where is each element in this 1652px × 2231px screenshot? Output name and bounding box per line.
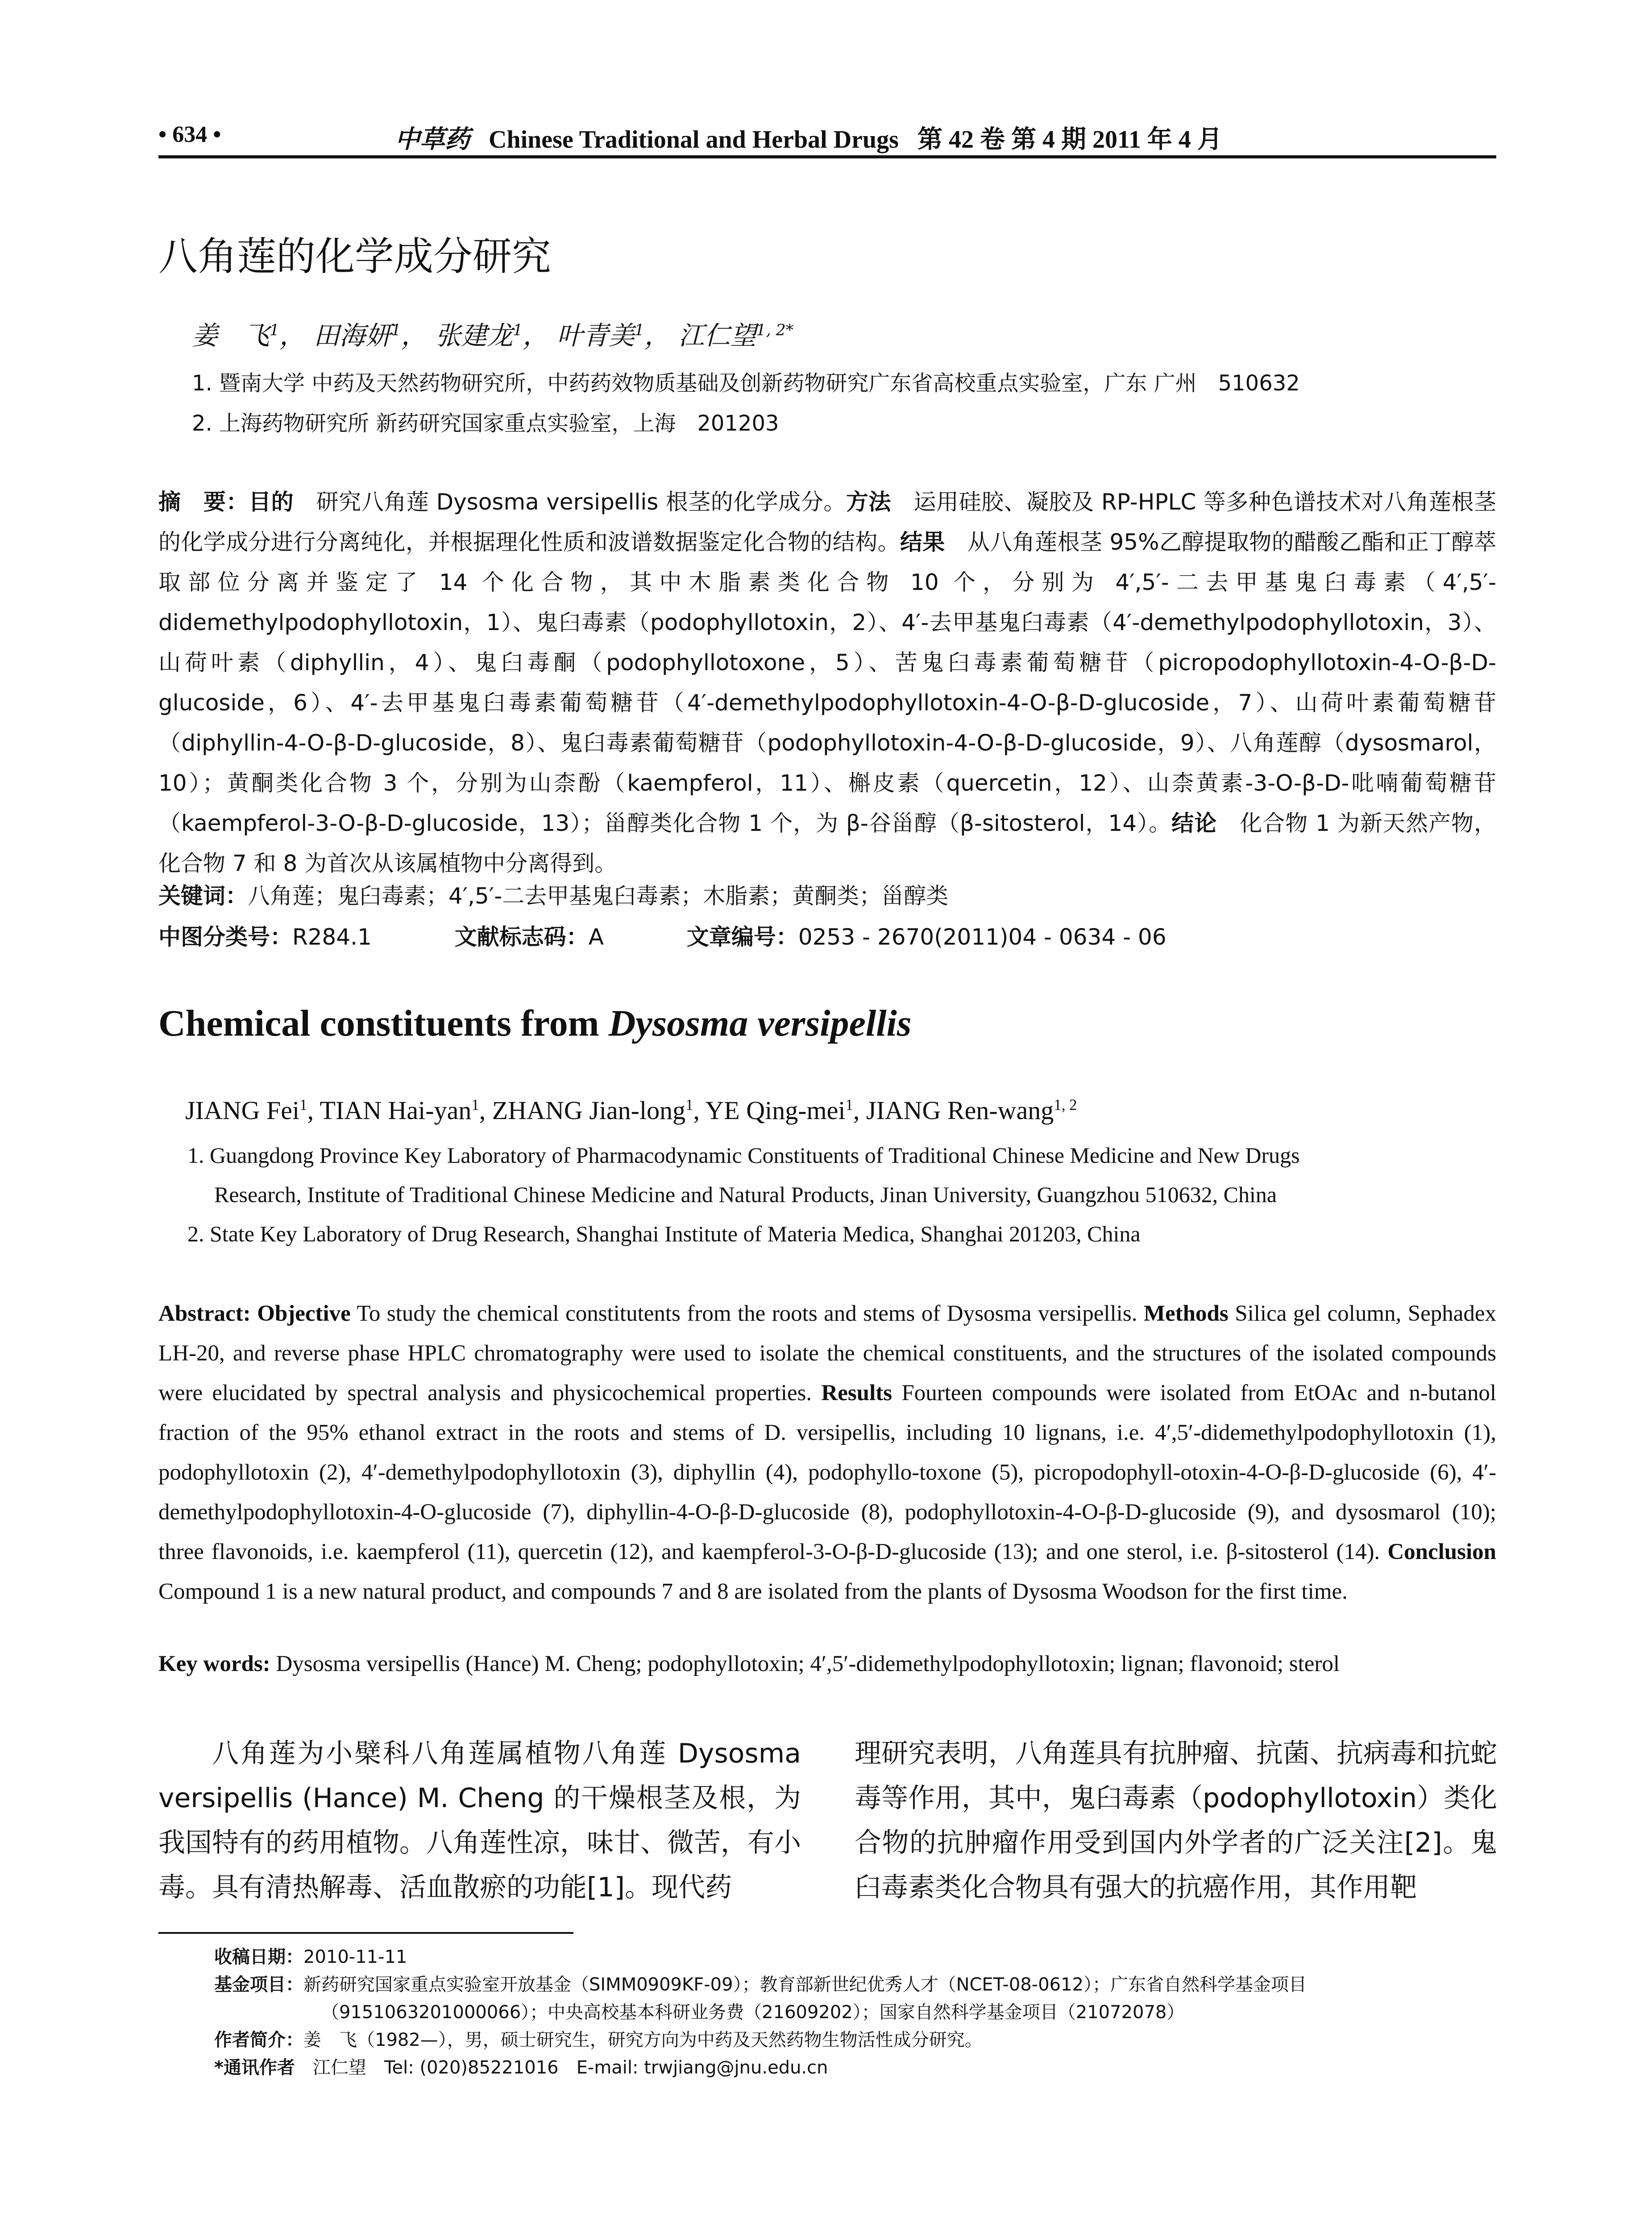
footnotes [214, 1943, 1495, 2082]
body-left-column: 八角莲为小檗科八角莲属植物八角莲 Dysosma versipellis (Hance) M. Cheng 的干燥根茎及根，为我国特有的药用植物。八角莲性凉，味甘、微苦，有小毒。具有清热解毒、活血散瘀的功能[1]。现代药 [158, 1738, 801, 1903]
conclusion-en-text: Compound 1 is a new natural product, and compounds 7 and 8 are isolated from the plants of Dysosma Woodson for the first time. [158, 1579, 1348, 1604]
footnote-corresponding [214, 2054, 1495, 2082]
footnote-author [214, 2026, 1495, 2054]
page-number: • 634 • [158, 122, 221, 147]
keywords-label: 关键词： [158, 883, 248, 909]
journal-name-en: Chinese Traditional and Herbal Drugs [489, 126, 899, 153]
author-en: JIANG Fei [185, 1096, 300, 1125]
footnote-rule [158, 1932, 573, 1934]
title-en-main: Chemical constituents from [158, 1003, 609, 1044]
author-sup: 1 [299, 1096, 307, 1114]
author-sup: 1, 2 [1054, 1096, 1077, 1114]
keywords-en-label: Key words: [158, 1651, 270, 1676]
title-cn: 八角莲的化学成分研究 [158, 233, 552, 279]
authors-cn: 姜 飞$^1$， 田海妍$^1$， 张建龙$^1$， 叶青美$^1$， 江仁望$^{1, 2*}$ [192, 320, 794, 351]
author-cn: 田海妍 [313, 320, 391, 351]
body-right-column: 理研究表明，八角莲具有抗肿瘤、抗菌、抗病毒和抗蛇毒等作用，其中，鬼臼毒素（podophyllotoxin）类化合物的抗肿瘤作用受到国内外学者的广泛关注[2]。鬼臼毒素类化合物具有强大的抗癌作用，其作用靶 [855, 1738, 1497, 1903]
author-cn: 江仁望 [678, 320, 756, 351]
abstract-label: 摘 要： [158, 489, 249, 515]
author-sup: 1 [513, 321, 523, 340]
author-cn: 姜 飞 [192, 320, 270, 351]
conclusion-en-label: Conclusion [1387, 1539, 1496, 1564]
abstract-en-label: Abstract: Objective [158, 1301, 351, 1326]
journal-line [395, 120, 1222, 155]
article-number-label: 文章编号： [686, 924, 798, 950]
footnote-received [214, 1943, 1495, 1971]
running-header [158, 121, 1496, 157]
title-en [158, 1002, 912, 1045]
objective-text: 研究八角莲 Dysosma versipellis 根茎的化学成分。 [294, 489, 846, 515]
author-bio-label: 作者简介： [214, 2030, 303, 2050]
methods-text: 运用硅胶、凝胶及 RP-HPLC 等多种色谱技术对八角莲根茎的化学成分进行分离纯化，并根据理化性质和波谱数据鉴定化合物的结构。 [158, 489, 1497, 555]
header-rule [158, 155, 1496, 158]
conclusion-text: 化合物 1 为新天然产物，化合物 7 和 8 为首次从该属植物中分离得到。 [158, 810, 1496, 876]
doc-code-label: 文献标志码： [454, 924, 589, 950]
methods-en-label: Methods [1143, 1301, 1229, 1326]
author-en: TIAN Hai-yan [320, 1096, 472, 1125]
author-en: YE Qing-mei [705, 1096, 846, 1125]
results-en-label: Results [821, 1381, 892, 1406]
journal-issue: 第 42 卷 第 4 期 2011 年 4 月 [917, 126, 1222, 153]
doc-code-value: A [588, 924, 604, 950]
keywords-en-text: Dysosma versipellis (Hance) M. Cheng; podophyllotoxin; 4′,5′-didemethylpodophyllotoxin; lignan; flavonoid; sterol [270, 1651, 1340, 1676]
affiliation-en-1-cont: Research, Institute of Traditional Chinese Medicine and Natural Products, Jinan University, Guangzhou 510632, China [214, 1182, 1277, 1207]
title-en-species: Dysosma versipellis [608, 1003, 912, 1044]
keywords-en [158, 1651, 1496, 1677]
fund-text: 新药研究国家重点实验室开放基金（SIMM0909KF-09）；教育部新世纪优秀人才（NCET-08-0612）；广东省自然科学基金项目 [303, 1974, 1307, 1995]
author-sup: 1 [471, 1096, 479, 1114]
conclusion-label: 结论 [1171, 810, 1217, 836]
corresponding-label: *通讯作者 [214, 2057, 295, 2078]
affiliations-en [187, 1136, 1495, 1253]
author-sup: 1, 2* [756, 321, 794, 340]
abstract-en [158, 1294, 1496, 1612]
fund-text-cont: （9151063201000066）；中央高校基本科研业务费（21609202）；国家自然科学基金项目（21072078） [321, 2002, 1185, 2023]
methods-label: 方法 [846, 489, 891, 515]
authors-en: JIANG Fei$^1$, TIAN Hai-yan$^1$, ZHANG Jian-long$^1$, YE Qing-mei$^1$, JIANG Ren-wang$^{1, 2}$ [185, 1096, 1077, 1125]
methods-en-text: Silica gel column, Sephadex LH-20, and reverse phase HPLC chromatography were used to isolate the chemical constituents, and the structures of the isolated compounds were elucidated by spectral analysis and physicochemical properties. [158, 1301, 1496, 1406]
objective-label: 目的 [249, 489, 294, 515]
abstract-cn [158, 482, 1496, 883]
affiliation-cn-1: 1. 暨南大学 中药及天然药物研究所，中药药效物质基础及创新药物研究广东省高校重点实验室，广东 广州 510632 [192, 371, 1300, 396]
received-label: 收稿日期： [214, 1947, 303, 1967]
author-sup: 1 [685, 1096, 693, 1114]
author-sup: 1 [845, 1096, 853, 1114]
journal-name-cn: 中草药 [395, 125, 470, 154]
author-en: JIANG Ren-wang [866, 1096, 1054, 1125]
affiliation-en-1: 1. Guangdong Province Key Laboratory of Pharmacodynamic Constituents of Traditional Chinese Medicine and New Drugs [187, 1143, 1300, 1168]
clc-label: 中图分类号： [158, 924, 292, 950]
author-sup: 1 [634, 321, 644, 340]
author-sup: 1 [270, 321, 280, 340]
fund-label: 基金项目： [214, 1974, 303, 1995]
article-number-value: 0253 - 2670(2011)04 - 0634 - 06 [798, 924, 1166, 950]
received-date: 2010-11-11 [303, 1947, 407, 1967]
author-bio-text: 姜 飞（1982—），男，硕士研究生，研究方向为中药及天然药物生物活性成分研究。 [303, 2030, 983, 2050]
classification-line [158, 919, 1496, 951]
affiliation-cn-2: 2. 上海药物研究所 新药研究国家重点实验室，上海 201203 [192, 411, 779, 436]
affiliation-en-2: 2. State Key Laboratory of Drug Research, Shanghai Institute of Materia Medica, Shanghai 201203, China [187, 1221, 1141, 1246]
footnote-fund [214, 1971, 1495, 1999]
results-text: 从八角莲根茎 95%乙醇提取物的醋酸乙酯和正丁醇萃取部位分离并鉴定了 14 个化合物，其中木脂素类化合物 10 个，分别为 4′,5′-二去甲基鬼臼毒素（4′,5′-didemethylpodophyllotoxin，1）、鬼臼毒素（podophyllotoxin，2）、4′-去甲基鬼臼毒素（4′-demethylpodophyllotoxin，3）、山荷叶素（diphyllin，4）、鬼臼毒酮（podophyllotoxone，5）、苦鬼臼毒素葡萄糖苷（picropodophyllotoxin-4-O-β-D-glucoside，6）、4′-去甲基鬼臼毒素葡萄糖苷（4′-demethylpodophyllotoxin-4-O-β-D-glucoside，7）、山荷叶素葡萄糖苷（diphyllin-4-O-β-D-glucoside，8）、鬼臼毒素葡萄糖苷（podophyllotoxin-4-O-β-D-glucoside，9）、八角莲醇（dysosmarol，10）；黄酮类化合物 3 个，分别为山柰酚（kaempferol，11）、槲皮素（quercetin，12）、山柰黄素-3-O-β-D-吡喃葡萄糖苷（kaempferol-3-O-β-D-glucoside，13）；甾醇类化合物 1 个，为 β-谷甾醇（β-sitosterol，14）。 [158, 529, 1497, 836]
results-label: 结果 [900, 529, 945, 555]
author-cn: 张建龙 [435, 320, 513, 351]
results-en-text: Fourteen compounds were isolated from EtOAc and n-butanol fraction of the 95% ethanol extract in the roots and stems of D. versipellis, including 10 lignans, i.e. 4′,5′-didemethylpodophyllotoxin (1), podophyllotoxin (2), 4′-demethylpodophyllotoxin (3), diphyllin (4), podophyllo-toxone (5), picropodophyll-otoxin-4-O-β-D-glucoside (6), 4′-demethylpodophyllotoxin-4-O-glucoside (7), diphyllin-4-O-β-D-glucoside (8), podophyllotoxin-4-O-β-D-glucoside (9), and dysosmarol (10); three flavonoids, i.e. kaempferol (11), quercetin (12), and kaempferol-3-O-β-D-glucoside (13); and one sterol, i.e. β-sitosterol (14). [158, 1381, 1496, 1564]
objective-en-text: To study the chemical constitutents from the roots and stems of Dysosma versipellis. [350, 1301, 1144, 1326]
keywords-cn [158, 878, 1496, 910]
author-en: ZHANG Jian-long [492, 1096, 686, 1125]
clc-value: R284.1 [292, 924, 372, 950]
corresponding-text: 江仁望 Tel: (020)85221016 E-mail: trwjiang@jnu.edu.cn [295, 2057, 828, 2078]
author-sup: 1 [391, 321, 401, 340]
keywords-text: 八角莲；鬼臼毒素；4′,5′-二去甲基鬼臼毒素；木脂素；黄酮类；甾醇类 [248, 883, 949, 909]
author-cn: 叶青美 [556, 320, 635, 351]
